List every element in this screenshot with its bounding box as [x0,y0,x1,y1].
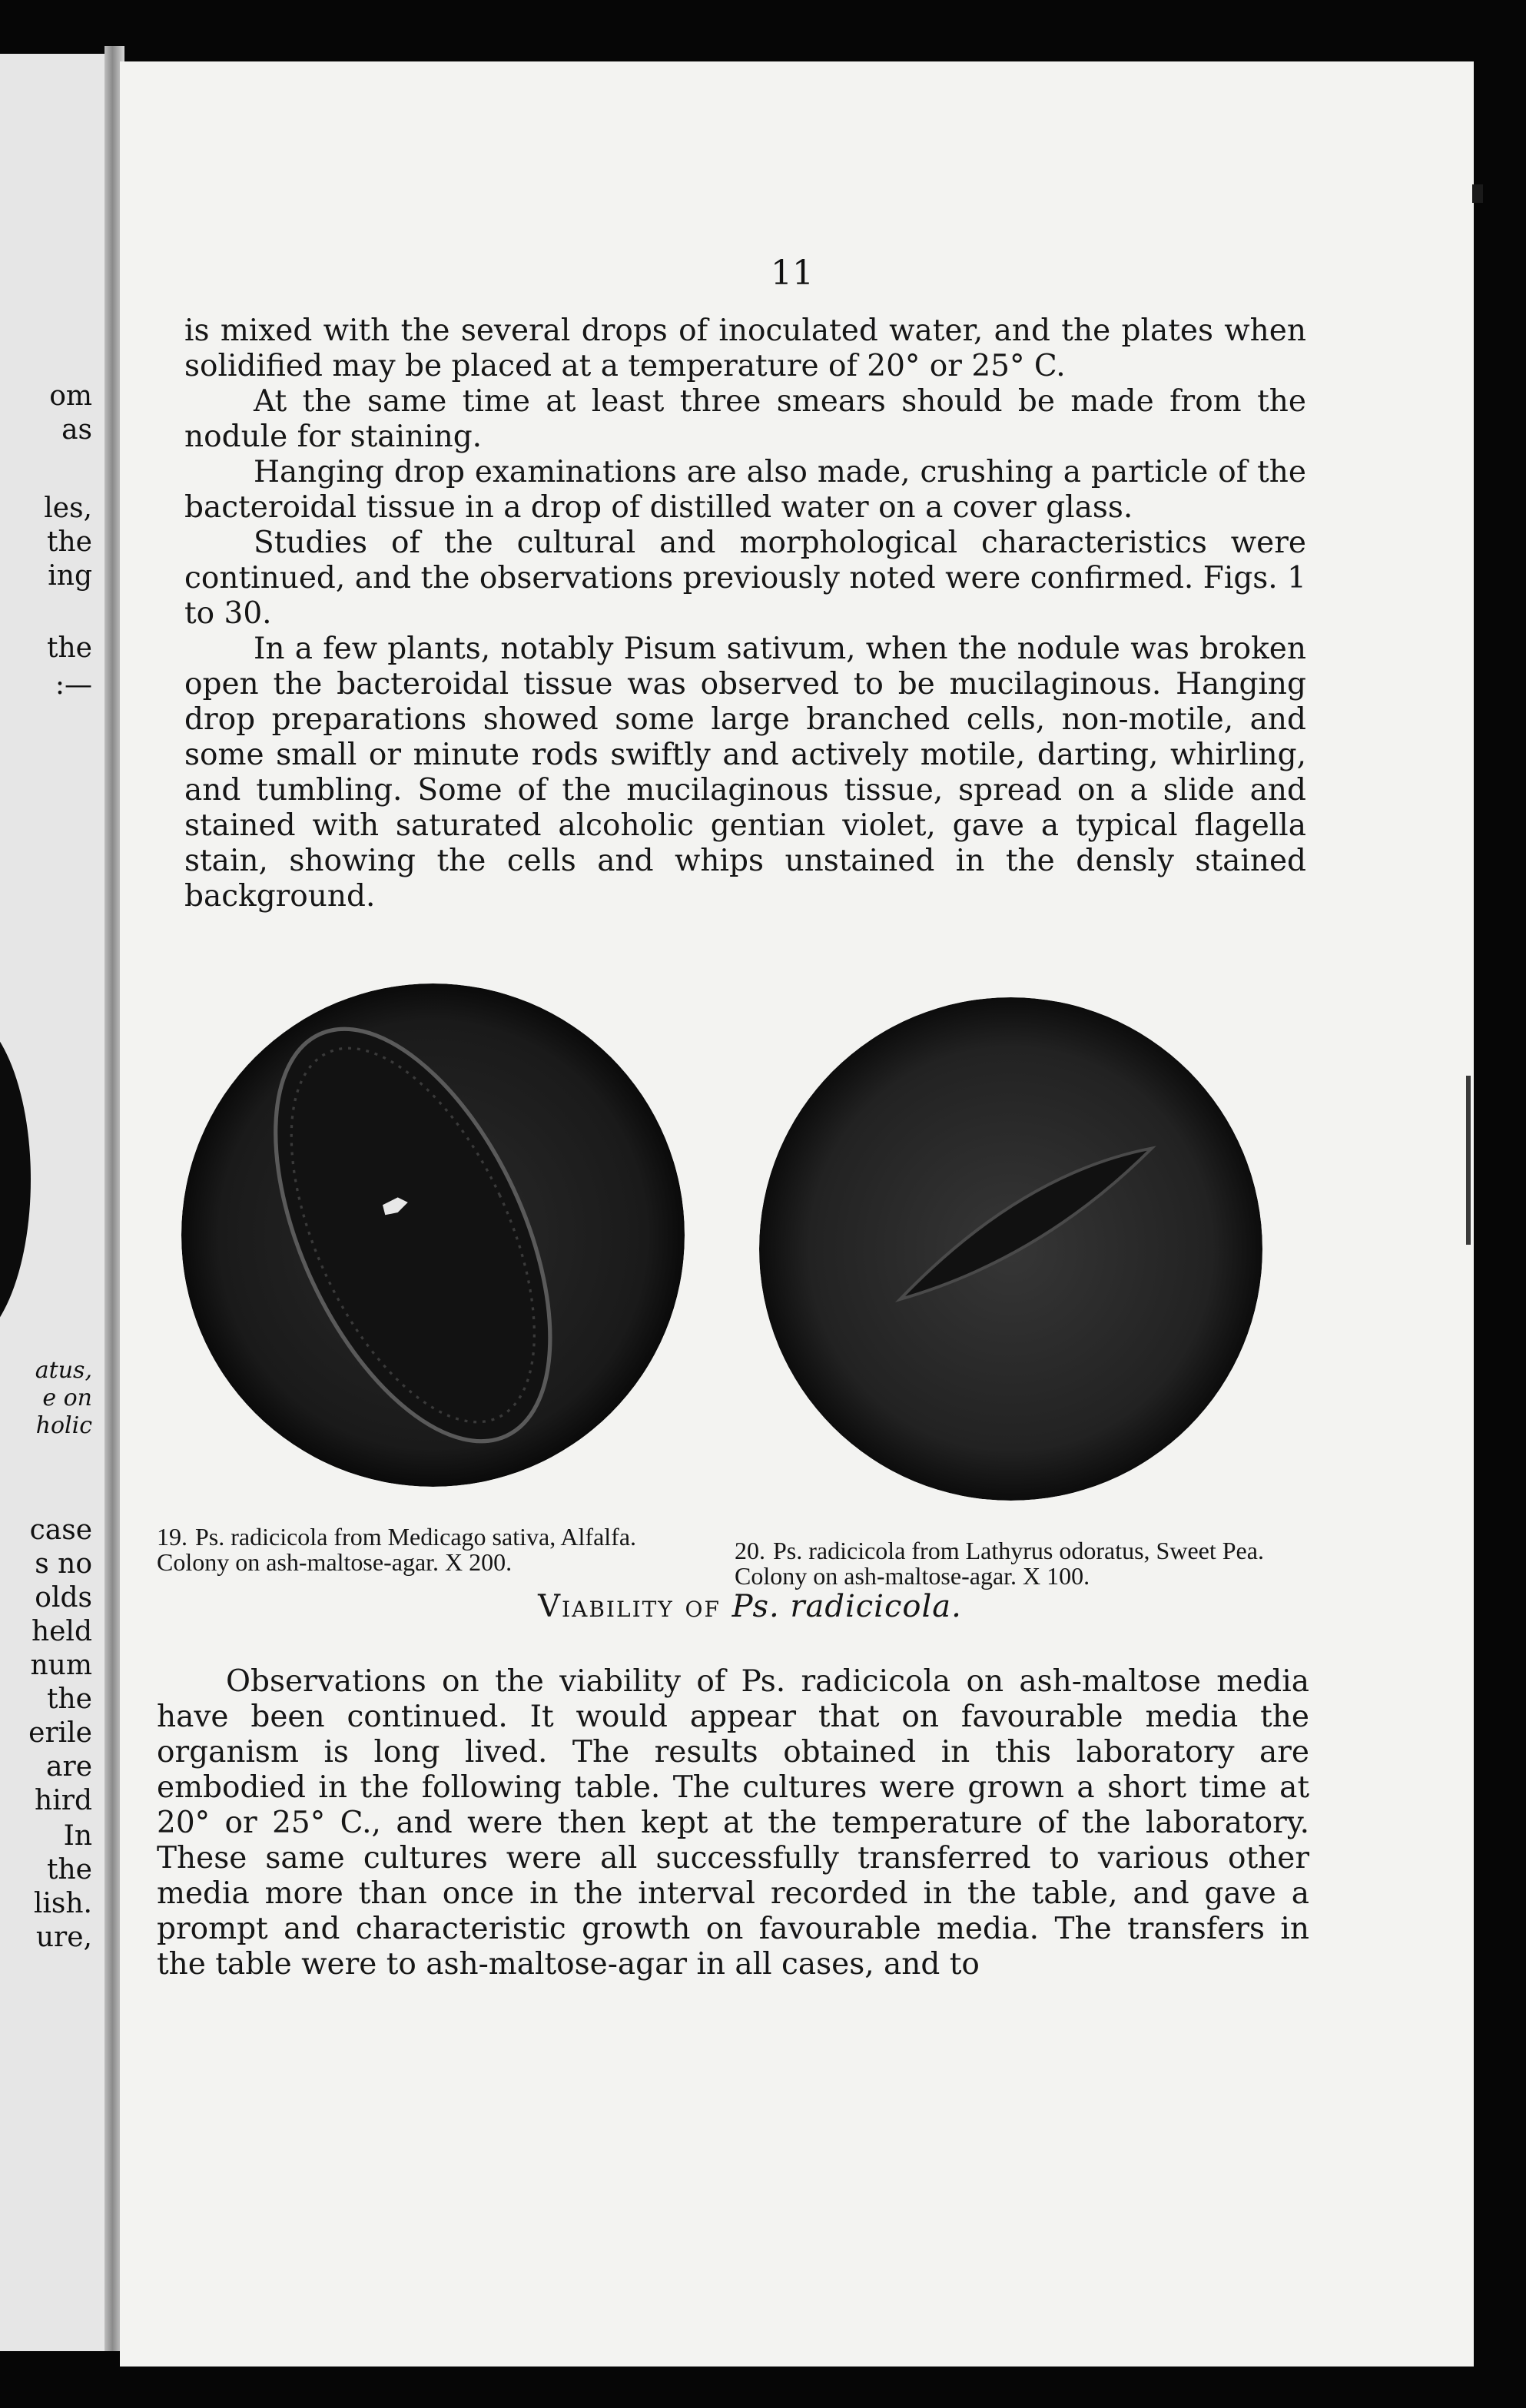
figure-20-number: 20. [735,1537,765,1564]
adjacent-text-fragment: erile [28,1717,92,1749]
scan-speck [1472,184,1483,203]
adjacent-text-fragment: ing [48,560,92,592]
adjacent-text-fragment: the [47,1854,92,1886]
figure-19-caption [157,1524,702,1575]
adjacent-text-fragment: s no [35,1548,92,1580]
adjacent-caption-fragment: atus, [35,1357,92,1384]
section-heading [443,1589,1057,1624]
adjacent-text-fragment: held [31,1616,92,1647]
paragraph: is mixed with the several drops of inoculated water, and the plates when solidified may be placed at a temperature of 20° or 25° C. [184,313,1306,383]
figure-19-micrograph [181,983,685,1487]
adjacent-page-micrograph-edge [0,1010,31,1348]
adjacent-text-fragment: hird [35,1785,92,1816]
page-number: 11 [771,254,814,293]
adjacent-text-fragment: olds [35,1582,92,1614]
body-text-bottom [157,1664,1309,1982]
adjacent-text-fragment: num [30,1650,92,1681]
adjacent-text-fragment: are [46,1751,92,1783]
figure-19-caption-text: Ps. radicicola from Medicago sativa, Alfalfa. Colony on ash-maltose-agar. X 200. [157,1523,637,1576]
adjacent-page-fragment [0,54,104,2351]
adjacent-text-fragment: case [29,1514,92,1546]
figure-20-caption-text: Ps. radicicola from Lathyrus odoratus, Sweet Pea. Colony on ash-maltose-agar. X 100. [735,1537,1264,1590]
adjacent-caption-fragment: holic [35,1412,92,1439]
body-text-top [184,313,1306,914]
paragraph: Hanging drop examinations are also made, crushing a particle of the bacteroidal tissue in a drop of distilled water on a cover glass. [184,455,1306,525]
paragraph: At the same time at least three smears should be made from the nodule for staining. [184,384,1306,454]
paragraph: Studies of the cultural and morphological characteristics were continued, and the observations previously noted were confirmed. Figs. 1 to 30. [184,526,1306,631]
adjacent-caption-fragment: e on [42,1385,92,1411]
scan-speck [1466,1076,1471,1245]
paragraph: In a few plants, notably Pisum sativum, when the nodule was broken open the bacteroidal tissue was observed to be mucilaginous. Hanging drop preparations showed some large branched cells, non-motile, and some small or minute rods swiftly and actively motile, darting, whirling, and tumbling. Some of the mucilaginous tissue, spread on a slide and stained with saturated alcoholic gentian violet, gave a typical flagella stain, showing the cells and whips unstained in the densly stained background. [184,632,1306,914]
figure-20-caption [735,1538,1295,1589]
adjacent-text-fragment: as [61,414,92,446]
scanned-page [120,61,1474,2367]
adjacent-text-fragment: :— [55,669,92,701]
adjacent-text-fragment: the [47,1683,92,1715]
figure-20-micrograph [759,997,1262,1501]
paragraph: Observations on the viability of Ps. radicicola on ash-maltose media have been continued. It would appear that on favourable media the organism is long lived. The results obtained in this laboratory are embodied in the following table. The cultures were grown a short time at 20° or 25° C., and were then kept at the temperature of the laboratory. These same cultures were all successfully transferred to various other media more than once in the interval recorded in the table, and gave a prompt and characteristic growth on favourable media. The transfers in the table were to ash-maltose-agar in all cases, and to [157,1664,1309,1982]
section-heading-label: Viability of [538,1589,721,1624]
section-heading-organism: Ps. radicicola. [731,1589,962,1624]
adjacent-text-fragment: om [49,380,92,412]
figure-19-number: 19. [157,1523,187,1551]
adjacent-text-fragment: ure, [35,1922,92,1953]
adjacent-text-fragment: les, [44,493,92,524]
adjacent-text-fragment: lish. [33,1888,92,1919]
adjacent-text-fragment: the [47,526,92,558]
adjacent-text-fragment: the [47,632,92,664]
adjacent-text-fragment: In [63,1820,92,1852]
